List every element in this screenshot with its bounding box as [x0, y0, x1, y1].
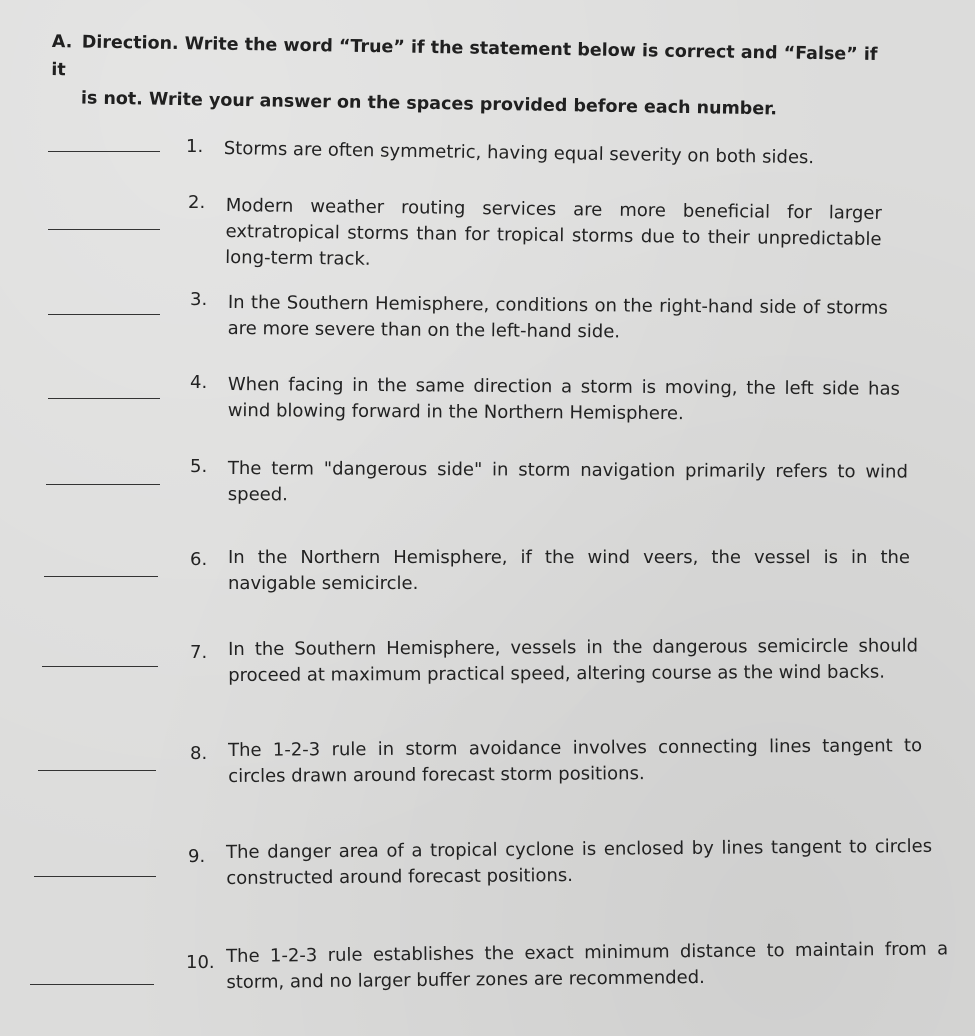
answer-blank-5[interactable] [46, 484, 160, 485]
question-number-4: 4. [190, 372, 208, 393]
answer-blank-4[interactable] [48, 398, 160, 399]
question-text-3: In the Southern Hemisphere, conditions on the right-hand side of storms are more severe than on the left-hand side. [227, 291, 888, 343]
question-number-7: 7. [190, 642, 208, 663]
question-text-4: When facing in the same direction a storm is moving, the left side has wind blowing forward in the Northern Hemisphere. [227, 373, 900, 425]
question-text-7: In the Southern Hemisphere, vessels in the dangerous semicircle should proceed at maximum practical speed, altering course as the wind backs. [228, 635, 919, 686]
question-number-1: 1. [186, 136, 204, 157]
question-text-6: In the Northern Hemisphere, if the wind veers, the vessel is in the navigable semicircle. [228, 547, 910, 594]
question-text-1: Storms are often symmetric, having equal severity on both sides. [223, 137, 815, 169]
answer-blank-7[interactable] [42, 666, 158, 667]
answer-blank-6[interactable] [44, 576, 158, 577]
question-number-9: 9. [188, 846, 206, 867]
question-text-9: The danger area of a tropical cyclone is enclosed by lines tangent to circles constructed around forecast positions. [226, 835, 933, 889]
question-number-2: 2. [188, 192, 206, 213]
answer-blank-10[interactable] [30, 984, 154, 985]
question-text-10: The 1-2-3 rule establishes the exact minimum distance to maintain from a storm, and no larger buffer zones are recommended. [226, 938, 949, 993]
answer-blank-3[interactable] [48, 314, 160, 315]
section-directions [51, 28, 892, 125]
answer-blank-8[interactable] [38, 770, 156, 771]
section-letter: A. [51, 31, 73, 53]
question-number-3: 3. [190, 289, 208, 310]
answer-blank-9[interactable] [34, 876, 156, 877]
direction-line-2: is not. Write your answer on the spaces provided before each number. [80, 88, 778, 120]
answer-blank-2[interactable] [48, 229, 160, 230]
question-number-6: 6. [190, 549, 208, 570]
question-text-8: The 1-2-3 rule in storm avoidance involves connecting lines tangent to circles drawn around forecast storm positions. [228, 735, 923, 787]
answer-blank-1[interactable] [48, 151, 160, 152]
question-number-8: 8. [190, 743, 208, 764]
question-number-5: 5. [190, 456, 208, 477]
question-number-10: 10. [186, 952, 215, 973]
question-text-5: The term "dangerous side" in storm navigation primarily refers to wind speed. [227, 457, 908, 506]
direction-line-1: Direction. Write the word “True” if the statement below is correct and “False” if it [51, 32, 878, 81]
question-text-2: Modern weather routing services are more beneficial for larger extratropical storms than for tropical storms due to their unpredictable long-term track. [225, 194, 882, 270]
